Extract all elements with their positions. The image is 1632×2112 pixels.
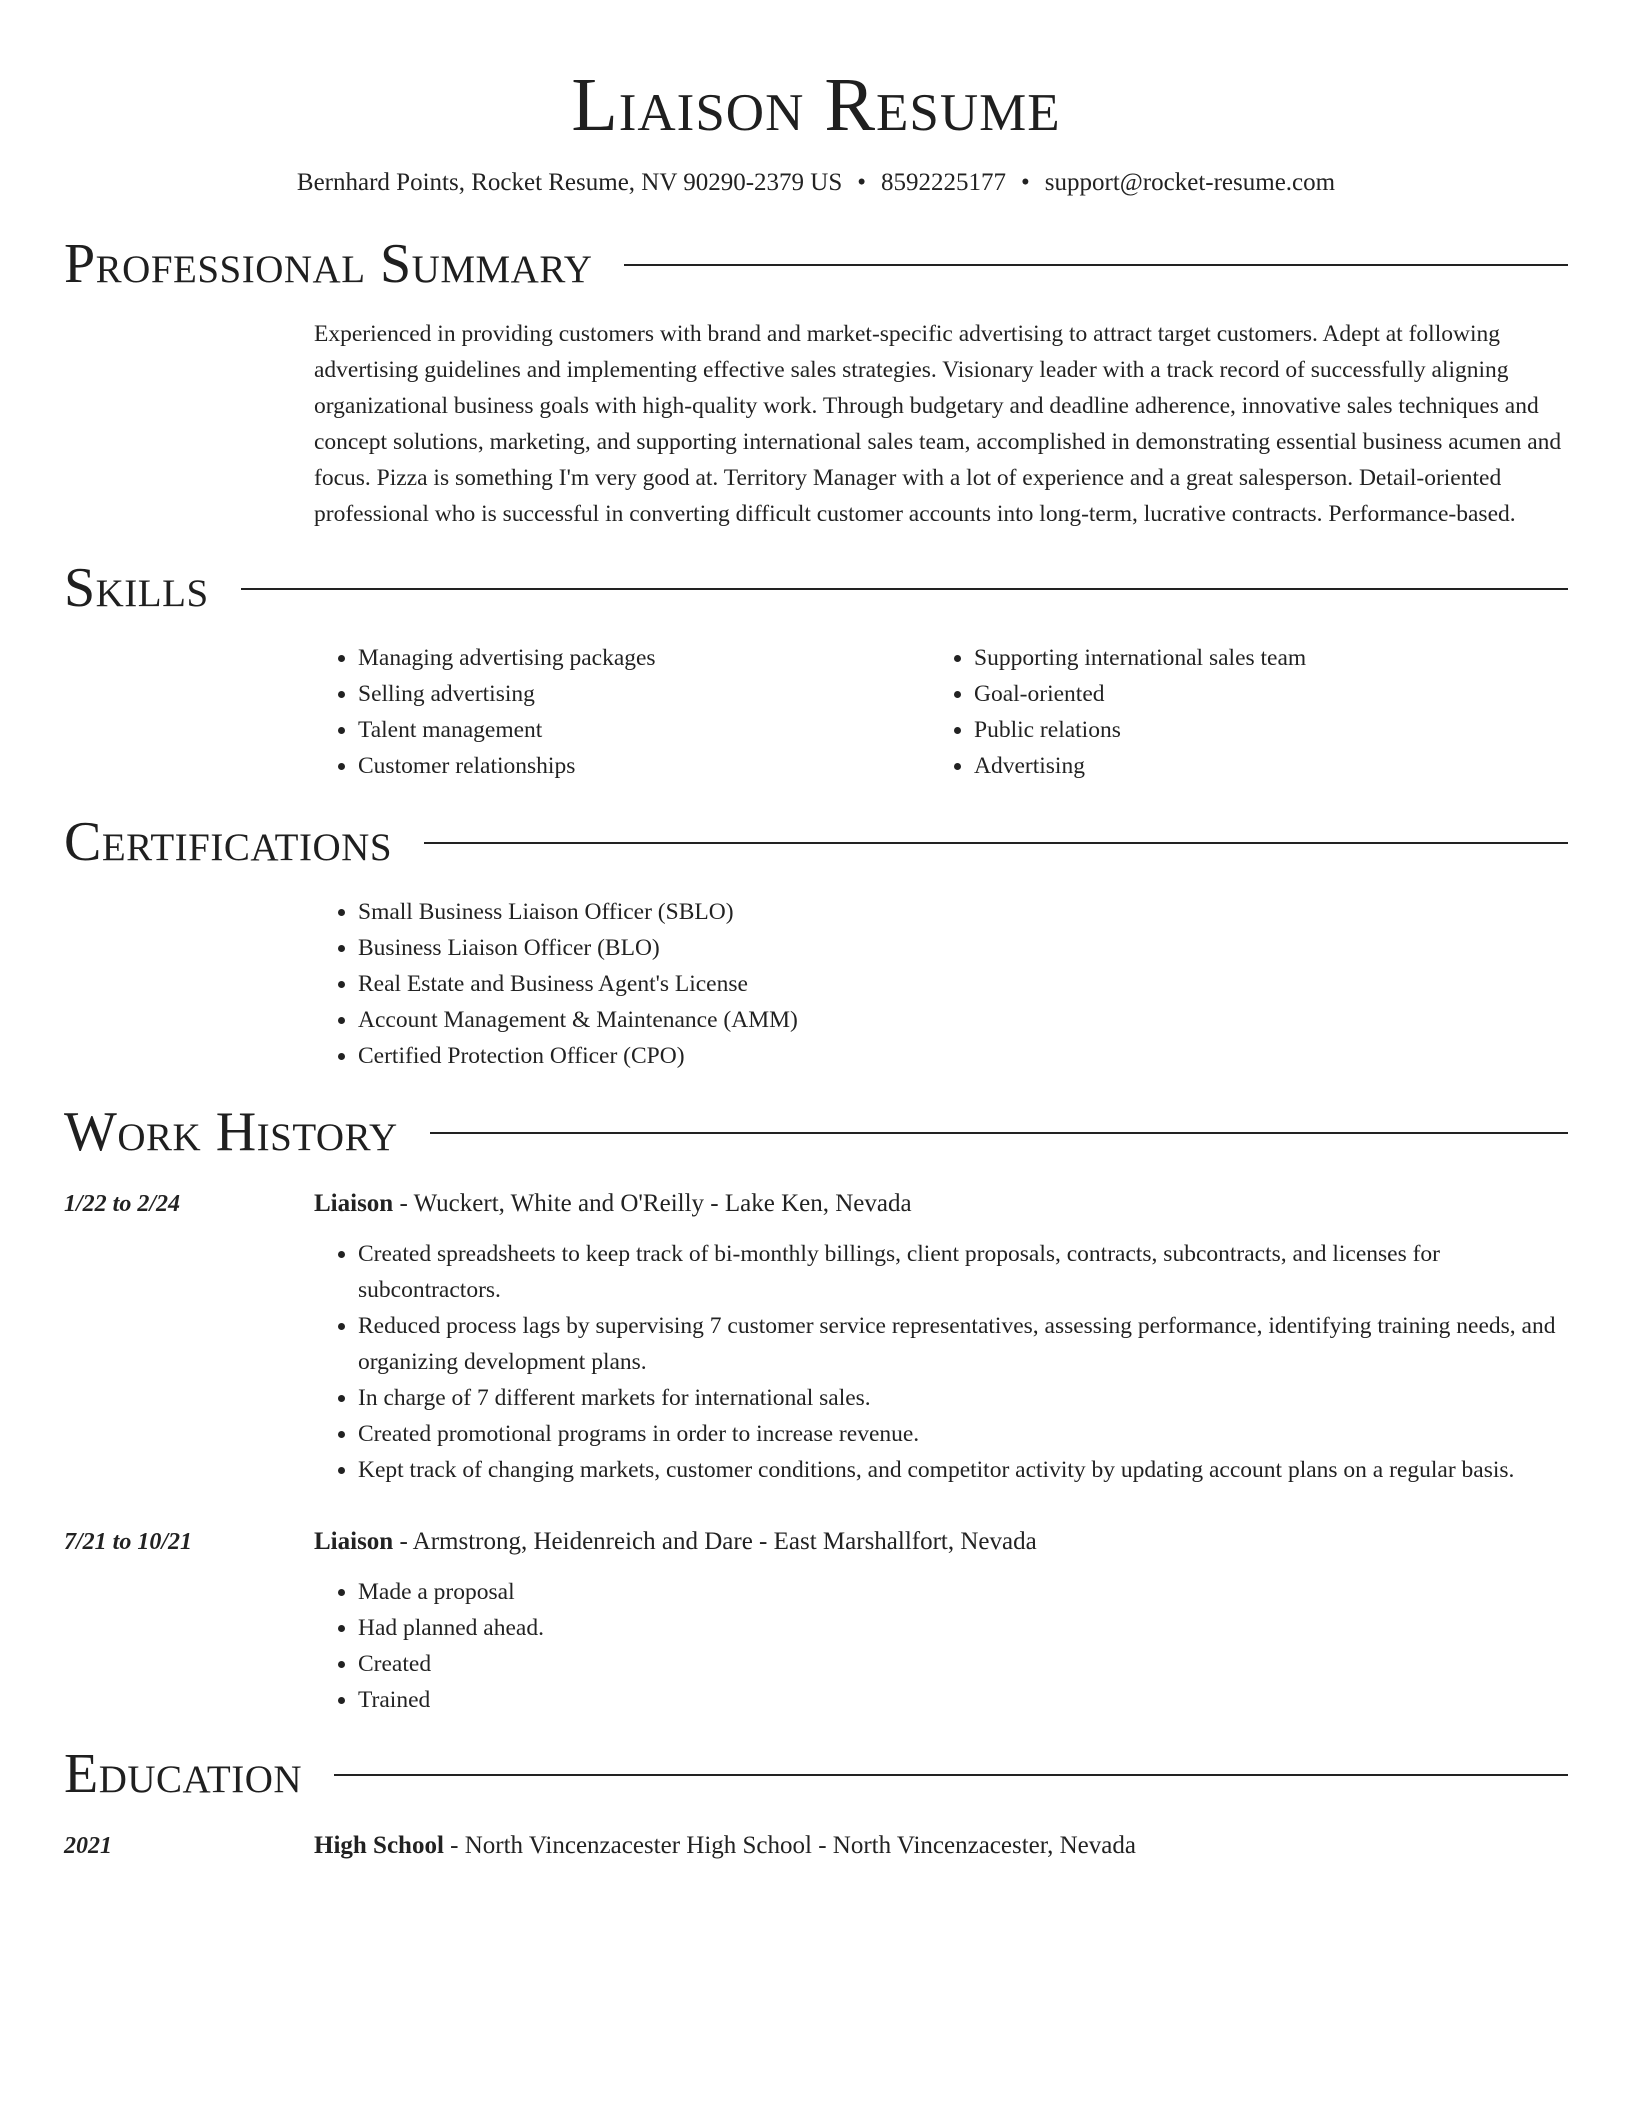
job-bullet: • Kept track of changing markets, customer conditions, and competitor activity by updating account plans on a regular basis. <box>358 1452 1568 1488</box>
contact-line <box>64 166 1568 200</box>
skill-item: • Selling advertising <box>358 676 930 712</box>
work-entry <box>64 1184 1568 1488</box>
education-section-header <box>64 1740 1568 1808</box>
job-bullet: • In charge of 7 different markets for international sales. <box>358 1380 1568 1416</box>
education-details: - North Vincenzacester High School - North Vincenzacester, Nevada <box>443 1832 1136 1859</box>
job-bullets <box>314 1236 1568 1488</box>
work-dates: 1/22 to 2/24 <box>64 1191 181 1217</box>
job-details: - Wuckert, White and O'Reilly - Lake Ken, Nevada <box>393 1190 912 1217</box>
section-divider <box>424 842 1568 844</box>
education-title-line <box>314 1826 1568 1866</box>
section-divider <box>624 264 1568 266</box>
skill-item: • Advertising <box>974 748 1546 784</box>
resume-title: Liaison Resume <box>571 63 1061 147</box>
skills-heading: Skills <box>64 557 209 619</box>
certification-item: • Business Liaison Officer (BLO) <box>358 930 1568 966</box>
section-divider <box>334 1774 1568 1776</box>
contact-phone: 8592225177 <box>881 169 1007 196</box>
certification-item: • Real Estate and Business Agent's License <box>358 966 1568 1002</box>
contact-separator: • <box>1021 169 1030 196</box>
job-title: Liaison <box>314 1190 394 1217</box>
job-bullet: • Had planned ahead. <box>358 1610 1568 1646</box>
work-title-line <box>314 1184 1568 1224</box>
section-divider <box>430 1132 1568 1134</box>
skills-list <box>314 640 1568 784</box>
contact-separator: • <box>857 169 867 196</box>
degree: High School <box>314 1832 444 1859</box>
job-bullet: • Created spreadsheets to keep track of bi-monthly billings, client proposals, contracts, subcontracts, and licenses for subcontractors. <box>358 1236 1568 1308</box>
certification-item: • Certified Protection Officer (CPO) <box>358 1038 1568 1074</box>
certification-item: • Account Management & Maintenance (AMM) <box>358 1002 1568 1038</box>
certifications-heading: Certifications <box>64 811 393 873</box>
summary-text: Experienced in providing customers with brand and market-specific advertising to attract target customers. Adept at following advertising guidelines and implementing effective sales strategies. Visionary leader with a track record of successfully aligning organizational business goals with high-quality work. Through budgetary and deadline adherence, innovative sales techniques and concept solutions, marketing, and supporting international sales team, accomplished in demonstrating essential business acumen and focus. Pizza is something I'm very good at. Territory Manager with a lot of experience and a great salesperson. Detail-oriented professional who is successful in converting difficult customer accounts into long-term, lucrative contracts. Performance-based. <box>314 321 1562 527</box>
skill-item: • Supporting international sales team <box>974 640 1546 676</box>
education-heading: Education <box>64 1743 303 1805</box>
summary-section-header <box>64 230 1568 298</box>
job-title: Liaison <box>314 1528 394 1555</box>
skill-item: • Customer relationships <box>358 748 930 784</box>
work-title-line <box>314 1522 1568 1562</box>
skill-item: • Managing advertising packages <box>358 640 930 676</box>
job-bullet: • Created promotional programs in order to increase revenue. <box>358 1416 1568 1452</box>
skill-item: • Talent management <box>358 712 930 748</box>
summary-heading: Professional Summary <box>64 233 593 295</box>
job-bullet: • Made a proposal <box>358 1574 1568 1610</box>
work-section-header <box>64 1098 1568 1166</box>
job-details: - Armstrong, Heidenreich and Dare - East Marshallfort, Nevada <box>393 1528 1037 1555</box>
work-dates: 7/21 to 10/21 <box>64 1529 193 1555</box>
resume-page <box>64 0 1568 1866</box>
skills-section-header <box>64 554 1568 622</box>
certification-item: • Small Business Liaison Officer (SBLO) <box>358 894 1568 930</box>
job-bullet: • Created <box>358 1646 1568 1682</box>
job-bullets <box>314 1574 1568 1718</box>
contact-address: Bernhard Points, Rocket Resume, NV 90290-2379 US <box>296 169 843 196</box>
education-entry <box>64 1826 1568 1866</box>
job-bullet: • Trained <box>358 1682 1568 1718</box>
certifications-section-header <box>64 808 1568 876</box>
work-heading: Work History <box>64 1101 398 1163</box>
education-year: 2021 <box>64 1833 112 1859</box>
contact-email[interactable]: support@rocket-resume.com <box>1044 169 1336 196</box>
certifications-list <box>314 894 1568 1074</box>
job-bullet: • Reduced process lags by supervising 7 customer service representatives, assessing performance, identifying training needs, and organizing development plans. <box>358 1308 1568 1380</box>
skill-item: • Goal-oriented <box>974 676 1546 712</box>
skill-item: • Public relations <box>974 712 1546 748</box>
work-entry <box>64 1522 1568 1718</box>
section-divider <box>241 588 1568 590</box>
